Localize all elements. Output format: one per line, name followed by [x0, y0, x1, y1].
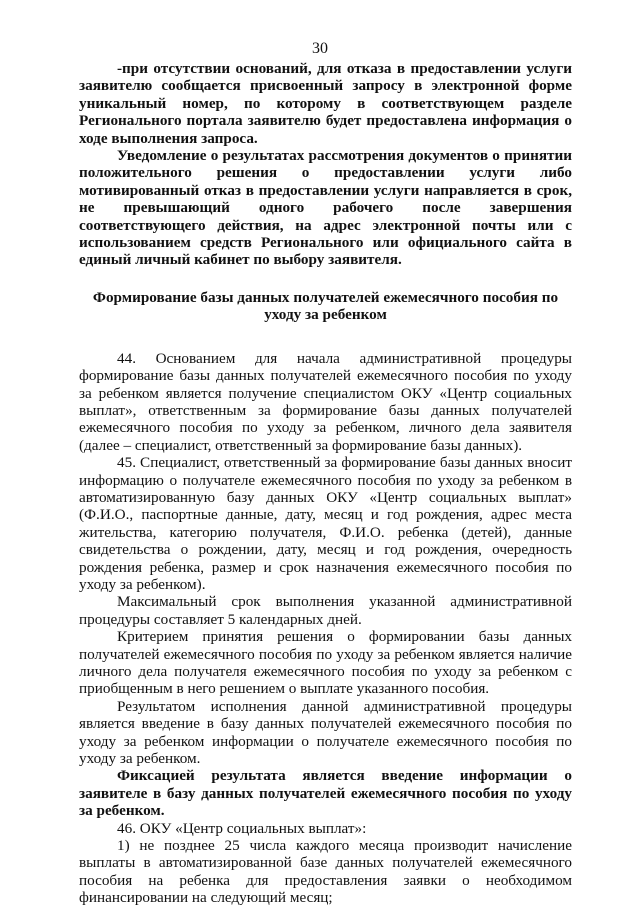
paragraph-46-item-1: 1) не позднее 25 числа каждого месяца производит начисление выплаты в автоматизированной базе данных получателей ежемесячного пособия на ребенка для предоставления заявки о необходимом финансировании на следующий месяц;	[79, 837, 572, 907]
paragraph-44: 44. Основанием для начала административной процедуры формирование базы данных получателей ежемесячного пособия по уходу за ребенком является получение специалистом ОКУ «Центр социальных выплат», ответственным за формирование базы данных получателей ежемесячного пособия по уходу за ребенком, личного дела заявителя (далее – специалист, ответственный за формирование базы данных).	[79, 349, 572, 454]
section-heading: Формирование базы данных получателей ежемесячного пособия по уходу за ребенком	[92, 288, 559, 324]
paragraph-notification: Уведомление о результатах рассмотрения документов о принятии положительного решения о предоставлении услуги либо мотивированный отказ в предоставлении услуги направляется в срок, не превышающий одного рабочего после завершения соответствующего действия, на адрес электронной почты или с использованием средств Регионального или официального сайта в единый личный кабинет по выбору заявителя.	[79, 147, 572, 269]
paragraph-45: 45. Специалист, ответственный за формирование базы данных вносит информацию о получателе ежемесячного пособия по уходу за ребенком в автоматизированную базу данных ОКУ «Центр социальных выплат» (Ф.И.О., паспортные данные, дату, месяц и год рождения, адрес места жительства, категорию получателя, Ф.И.О. ребенка (детей), данные свидетельства о рождении, дату, месяц и год рождения, очередность рождения ребенка, размер и срок назначения ежемесячного пособия по уходу за ребенком).	[79, 454, 572, 593]
paragraph-result: Результатом исполнения данной административной процедуры является введение в базу данных получателей ежемесячного пособия по уходу за ребенком информации о получателе ежемесячного пособия по уходу за ребенком.	[79, 697, 572, 768]
paragraph-fixation: Фиксацией результата является введение информации о заявителе в базу данных получателей ежемесячного пособия по уходу за ребенком.	[79, 767, 572, 820]
paragraph-max-term: Максимальный срок выполнения указанной административной процедуры составляет 5 календарных дней.	[79, 593, 572, 628]
page-number: 30	[312, 40, 328, 57]
paragraph-criterion: Критерием принятия решения о формировании базы данных получателей ежемесячного пособия по уходу за ребенком является наличие личного дела получателя ежемесячного пособия по уходу за ребенком с приобщенным в него решением о выплате указанного пособия.	[79, 628, 572, 698]
paragraph-request-number: -при отсутствии оснований, для отказа в предоставлении услуги заявителю сообщается присвоенный запросу в электронной форме уникальный номер, по которому в соответствующем разделе Регионального портала заявителю будет предоставлена информация о ходе выполнения запроса.	[79, 60, 572, 147]
document-body	[79, 60, 572, 907]
paragraph-46: 46. ОКУ «Центр социальных выплат»:	[117, 819, 367, 837]
